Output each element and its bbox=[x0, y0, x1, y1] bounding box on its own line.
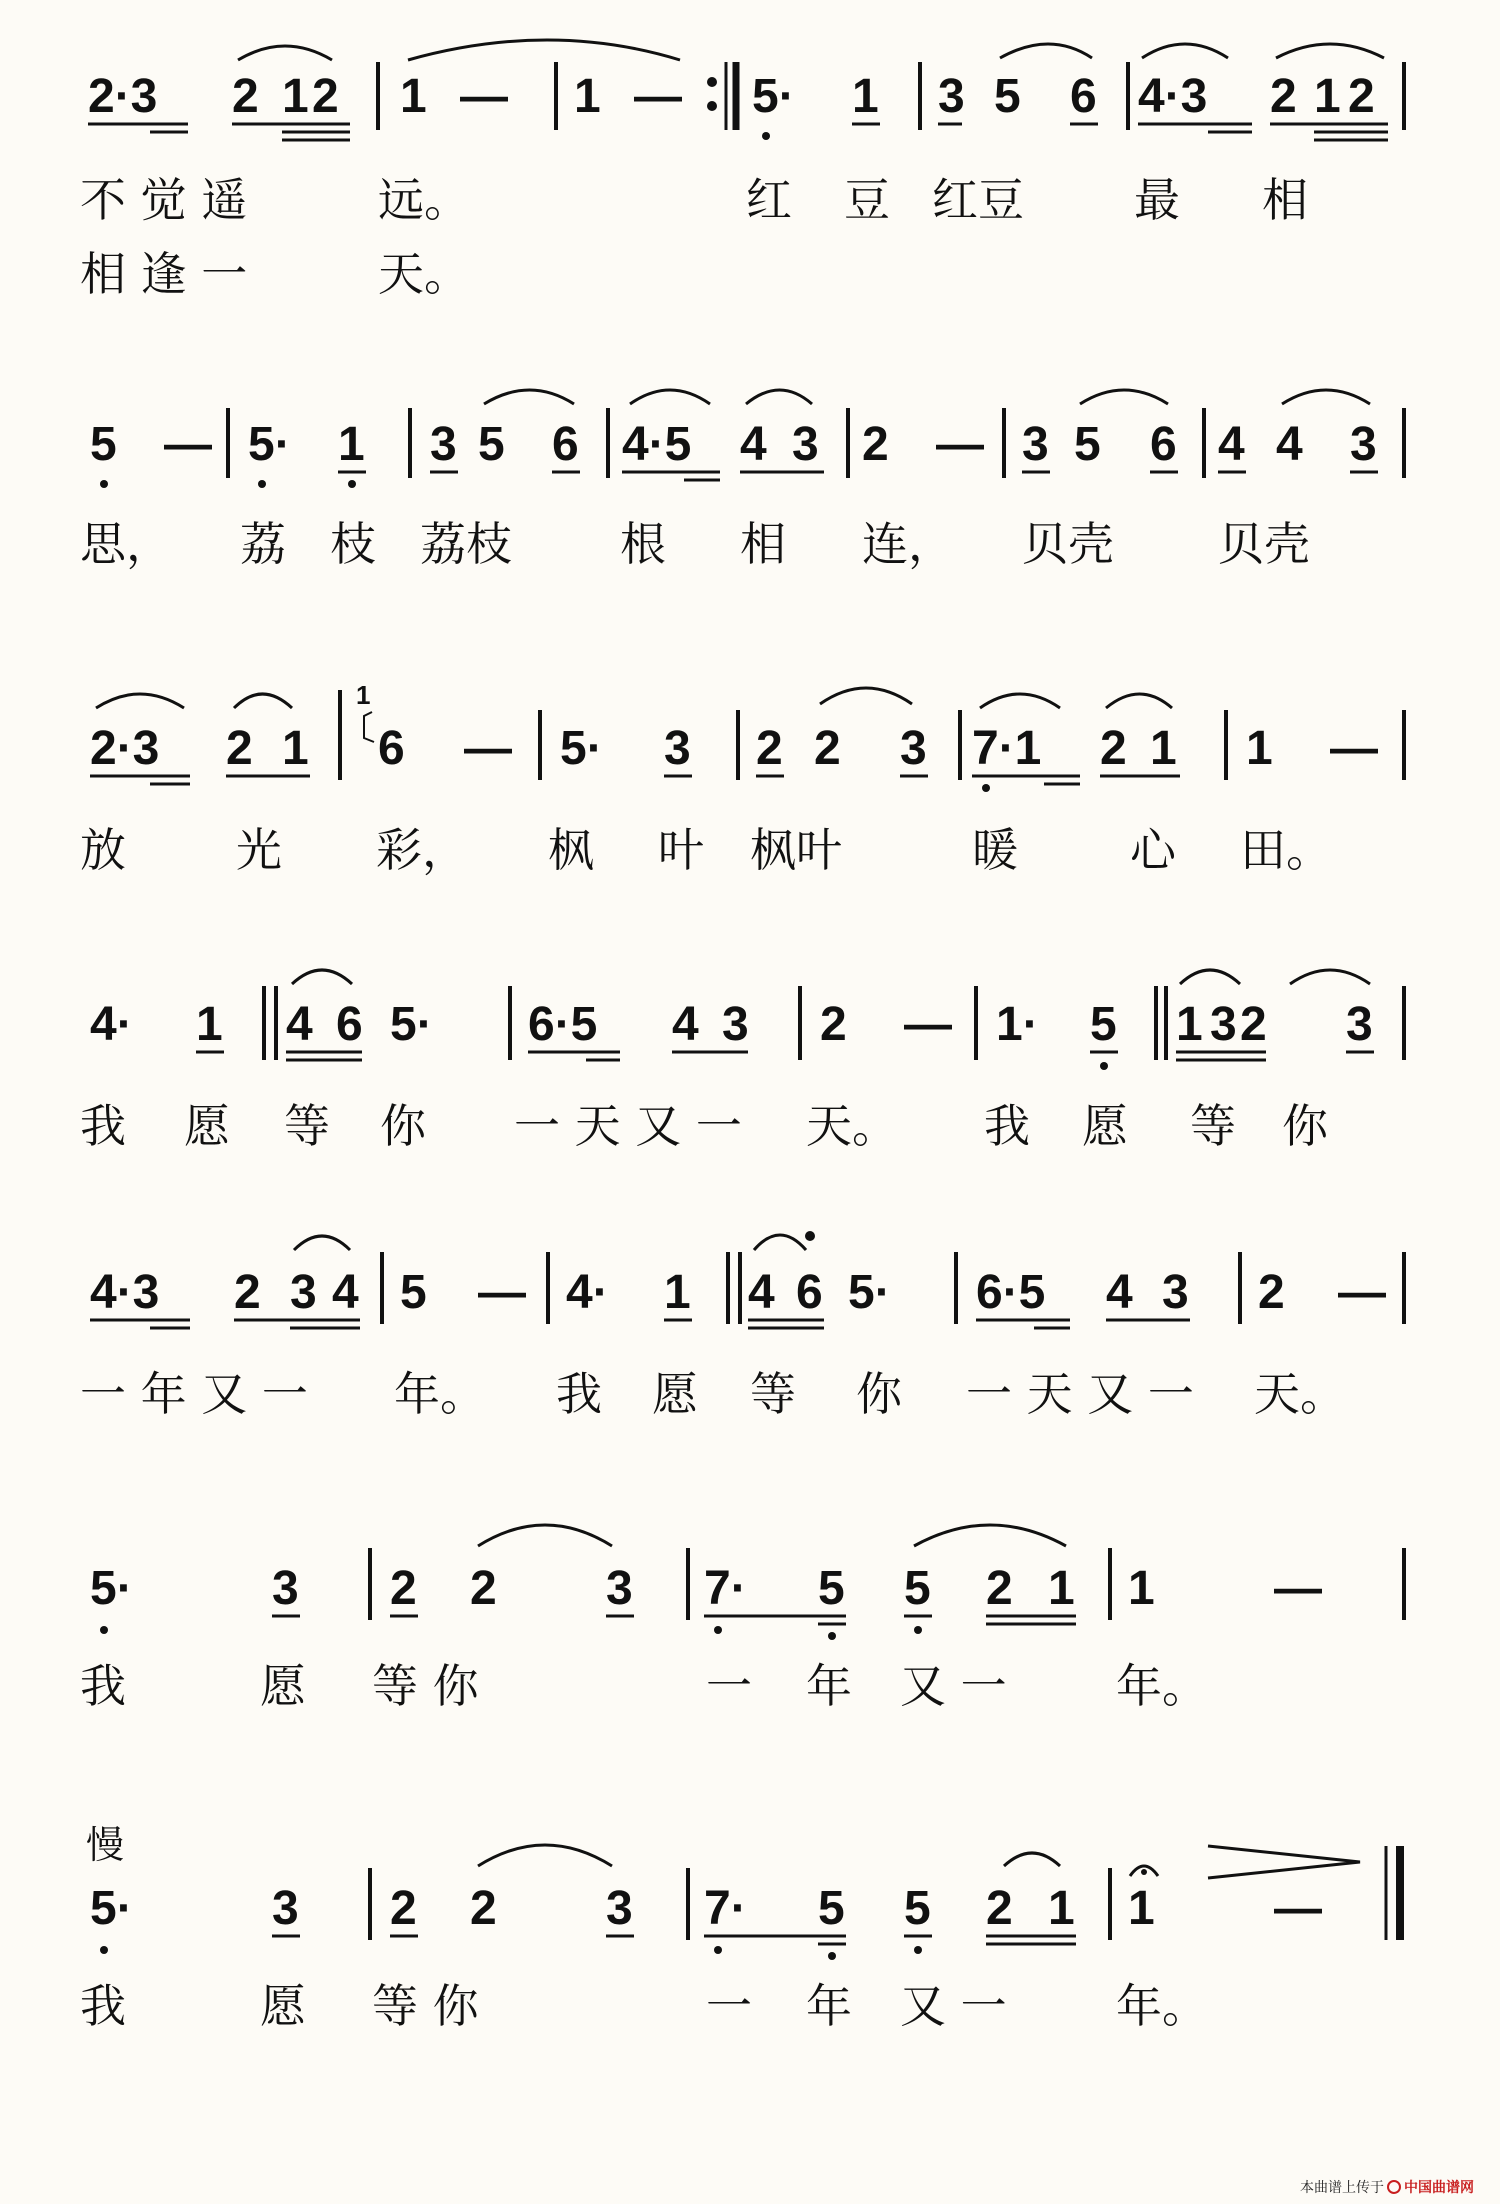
note: 2 bbox=[756, 722, 783, 775]
note: 2 bbox=[470, 1562, 497, 1615]
lyric: 等 bbox=[1190, 1099, 1236, 1153]
lyric: 连， bbox=[862, 517, 954, 571]
note: 3 bbox=[272, 1562, 299, 1615]
lyric: 年。 bbox=[1116, 1979, 1208, 2033]
note: 4 bbox=[1218, 418, 1245, 471]
note: 1 bbox=[1048, 1882, 1075, 1935]
note: 5· bbox=[560, 722, 603, 775]
lyric: 荔 bbox=[240, 517, 286, 571]
note: 5 bbox=[904, 1882, 931, 1935]
note: 1 bbox=[1246, 722, 1273, 775]
note: 3 bbox=[938, 70, 965, 123]
lyric: 愿 bbox=[260, 1979, 306, 2033]
lyric: 光 bbox=[236, 823, 282, 877]
note: 5 bbox=[994, 70, 1021, 123]
note: 2 bbox=[232, 70, 259, 123]
note: 2 bbox=[470, 1882, 497, 1935]
note: — bbox=[164, 418, 212, 471]
lyric: 等 bbox=[750, 1367, 796, 1421]
note: 5 bbox=[1074, 418, 1101, 471]
note: — bbox=[478, 1266, 526, 1319]
score-row-5 bbox=[80, 1231, 1404, 1421]
note: 2·3 bbox=[90, 722, 160, 775]
volta-number: 1 bbox=[356, 680, 371, 710]
lyric: 又 一 bbox=[900, 1659, 1007, 1713]
lyric: 愿 bbox=[260, 1659, 306, 1713]
tempo-marking: 慢 bbox=[86, 1823, 125, 1867]
note: 5 bbox=[818, 1882, 845, 1935]
note: 4· bbox=[90, 998, 133, 1051]
note: 1· bbox=[996, 998, 1039, 1051]
lyric: 放 bbox=[80, 823, 126, 877]
score-row-6 bbox=[80, 1525, 1404, 1713]
note: 3 bbox=[664, 722, 691, 775]
footer-text: 本曲谱上传于 bbox=[1300, 2180, 1384, 2196]
footer bbox=[1300, 2179, 1474, 2196]
score-row-1 bbox=[80, 40, 1404, 301]
note: 2 bbox=[234, 1266, 261, 1319]
lyric: 一 天 又 一 bbox=[966, 1367, 1194, 1421]
lyric: 年 bbox=[806, 1979, 852, 2033]
note: 6 bbox=[378, 722, 405, 775]
note: — bbox=[634, 70, 682, 123]
note: 4 bbox=[332, 1266, 359, 1319]
lyric: 相 逢 一 bbox=[80, 247, 248, 301]
lyric: 年。 bbox=[1116, 1659, 1208, 1713]
note: 3 bbox=[1162, 1266, 1189, 1319]
lyric: 心 bbox=[1130, 823, 1176, 877]
note: 1 bbox=[1314, 70, 1341, 123]
score-row-3 bbox=[80, 680, 1404, 877]
note: 5· bbox=[848, 1266, 891, 1319]
score-row-2 bbox=[80, 390, 1404, 571]
note: 5 bbox=[904, 1562, 931, 1615]
note: 2 bbox=[1240, 998, 1267, 1051]
lyric: 一 bbox=[706, 1979, 752, 2033]
note: 2 bbox=[1348, 70, 1375, 123]
lyric: 不 觉 遥 bbox=[80, 173, 248, 227]
note: 3 bbox=[792, 418, 819, 471]
site-brand[interactable]: 中国曲谱网 bbox=[1404, 2180, 1474, 2196]
lyric: 愿 bbox=[184, 1099, 230, 1153]
lyric: 相 bbox=[1262, 173, 1308, 227]
note: 4 bbox=[672, 998, 699, 1051]
lyric: 红豆 bbox=[932, 173, 1024, 227]
lyric: 等 你 bbox=[372, 1979, 479, 2033]
lyric: 我 bbox=[80, 1099, 126, 1153]
note: 5· bbox=[248, 418, 291, 471]
note: 5 bbox=[1090, 998, 1117, 1051]
lyric: 田。 bbox=[1240, 823, 1332, 877]
score-row-7 bbox=[80, 1823, 1400, 2033]
note: 7· bbox=[704, 1562, 747, 1615]
lyric: 你 bbox=[380, 1099, 426, 1153]
note: 6 bbox=[796, 1266, 823, 1319]
score-row-4 bbox=[80, 970, 1404, 1153]
note: — bbox=[904, 998, 952, 1051]
note: 2 bbox=[312, 70, 339, 123]
note: 2 bbox=[1270, 70, 1297, 123]
lyric: 等 bbox=[284, 1099, 330, 1153]
note: 1 bbox=[664, 1266, 691, 1319]
note: 3 bbox=[1346, 998, 1373, 1051]
note: 2 bbox=[1100, 722, 1127, 775]
note: 4· bbox=[566, 1266, 609, 1319]
lyric: 远。 bbox=[378, 173, 470, 227]
note: 5· bbox=[752, 70, 795, 123]
note: 3 bbox=[290, 1266, 317, 1319]
note: 3 bbox=[430, 418, 457, 471]
note: 2 bbox=[390, 1882, 417, 1935]
note: 1 bbox=[400, 70, 427, 123]
note: 2 bbox=[814, 722, 841, 775]
note: 1 bbox=[852, 70, 879, 123]
note: 6 bbox=[1150, 418, 1177, 471]
lyric: 等 你 bbox=[372, 1659, 479, 1713]
note: 2 bbox=[1258, 1266, 1285, 1319]
lyric: 一 年 又 一 bbox=[80, 1367, 308, 1421]
note: 5· bbox=[90, 1562, 133, 1615]
note: 5 bbox=[90, 418, 117, 471]
lyric: 天。 bbox=[378, 247, 470, 301]
note: 1 bbox=[1048, 1562, 1075, 1615]
lyric: 相 bbox=[740, 517, 786, 571]
note: — bbox=[460, 70, 508, 123]
lyric: 枫叶 bbox=[750, 823, 842, 877]
note: 5· bbox=[90, 1882, 133, 1935]
note: 3 bbox=[722, 998, 749, 1051]
lyric: 叶 bbox=[658, 823, 704, 877]
note: 2 bbox=[226, 722, 253, 775]
note: 6 bbox=[336, 998, 363, 1051]
note: — bbox=[1338, 1266, 1386, 1319]
note: 5 bbox=[400, 1266, 427, 1319]
lyric: 我 bbox=[80, 1659, 126, 1713]
lyric: 彩， bbox=[376, 823, 468, 877]
lyric: 枝 bbox=[330, 517, 376, 571]
note: 4 bbox=[1276, 418, 1303, 471]
lyric: 思， bbox=[80, 517, 172, 571]
lyric: 红 bbox=[746, 173, 792, 227]
lyric: 我 bbox=[80, 1979, 126, 2033]
lyric: 愿 bbox=[652, 1367, 698, 1421]
note: 1 bbox=[1128, 1882, 1155, 1935]
lyric: 豆 bbox=[844, 173, 890, 227]
note: 1 bbox=[282, 70, 309, 123]
lyric: 最 bbox=[1134, 173, 1180, 227]
note: — bbox=[1274, 1562, 1322, 1615]
note: 7· bbox=[704, 1882, 747, 1935]
note: 1 bbox=[1150, 722, 1177, 775]
note: 3 bbox=[272, 1882, 299, 1935]
note: 2·3 bbox=[88, 70, 158, 123]
note: 4 bbox=[748, 1266, 775, 1319]
lyric: 年。 bbox=[394, 1367, 486, 1421]
note: 4·5 bbox=[622, 418, 692, 471]
lyric: 天。 bbox=[806, 1099, 898, 1153]
note: — bbox=[1330, 722, 1378, 775]
note: 6·5 bbox=[976, 1266, 1046, 1319]
note: 2 bbox=[820, 998, 847, 1051]
note: 1 bbox=[196, 998, 223, 1051]
lyric: 一 bbox=[706, 1659, 752, 1713]
note: 1 bbox=[1128, 1562, 1155, 1615]
lyric: 根 bbox=[620, 517, 666, 571]
lyric: 我 bbox=[556, 1367, 602, 1421]
lyric: 荔枝 bbox=[420, 517, 512, 571]
lyric: 你 bbox=[856, 1367, 902, 1421]
lyric: 愿 bbox=[1082, 1099, 1128, 1153]
note: 1 bbox=[282, 722, 309, 775]
note: 4 bbox=[1106, 1266, 1133, 1319]
note: — bbox=[936, 418, 984, 471]
note: 2 bbox=[390, 1562, 417, 1615]
note: 2 bbox=[986, 1562, 1013, 1615]
note: 3 bbox=[1210, 998, 1237, 1051]
note: 4 bbox=[286, 998, 313, 1051]
note: 5· bbox=[390, 998, 433, 1051]
note: 3 bbox=[1350, 418, 1377, 471]
note: 7·1 bbox=[972, 722, 1042, 775]
note: 3 bbox=[606, 1562, 633, 1615]
note: — bbox=[1274, 1882, 1322, 1935]
note: 1 bbox=[574, 70, 601, 123]
lyric: 一 天 又 一 bbox=[514, 1099, 742, 1153]
lyric: 你 bbox=[1282, 1099, 1328, 1153]
note: 1 bbox=[1176, 998, 1203, 1051]
lyric: 我 bbox=[984, 1099, 1030, 1153]
note: 4·3 bbox=[90, 1266, 160, 1319]
lyric: 年 bbox=[806, 1659, 852, 1713]
lyric: 暖 bbox=[972, 823, 1018, 877]
note: 3 bbox=[900, 722, 927, 775]
note: 1 bbox=[338, 418, 365, 471]
note: 4 bbox=[740, 418, 767, 471]
note: 6 bbox=[552, 418, 579, 471]
lyric: 天。 bbox=[1254, 1367, 1346, 1421]
note: 5 bbox=[818, 1562, 845, 1615]
note: 3 bbox=[606, 1882, 633, 1935]
note: 6 bbox=[1070, 70, 1097, 123]
lyric: 贝壳 bbox=[1218, 517, 1310, 571]
note: 6·5 bbox=[528, 998, 598, 1051]
note: 5 bbox=[478, 418, 505, 471]
site-logo-icon bbox=[1388, 2181, 1400, 2193]
note: 2 bbox=[986, 1882, 1013, 1935]
lyric: 又 一 bbox=[900, 1979, 1007, 2033]
lyric: 枫 bbox=[548, 823, 594, 877]
note: 3 bbox=[1022, 418, 1049, 471]
note: 2 bbox=[862, 418, 889, 471]
note: 4·3 bbox=[1138, 70, 1208, 123]
note: — bbox=[464, 722, 512, 775]
lyric: 贝壳 bbox=[1022, 517, 1114, 571]
